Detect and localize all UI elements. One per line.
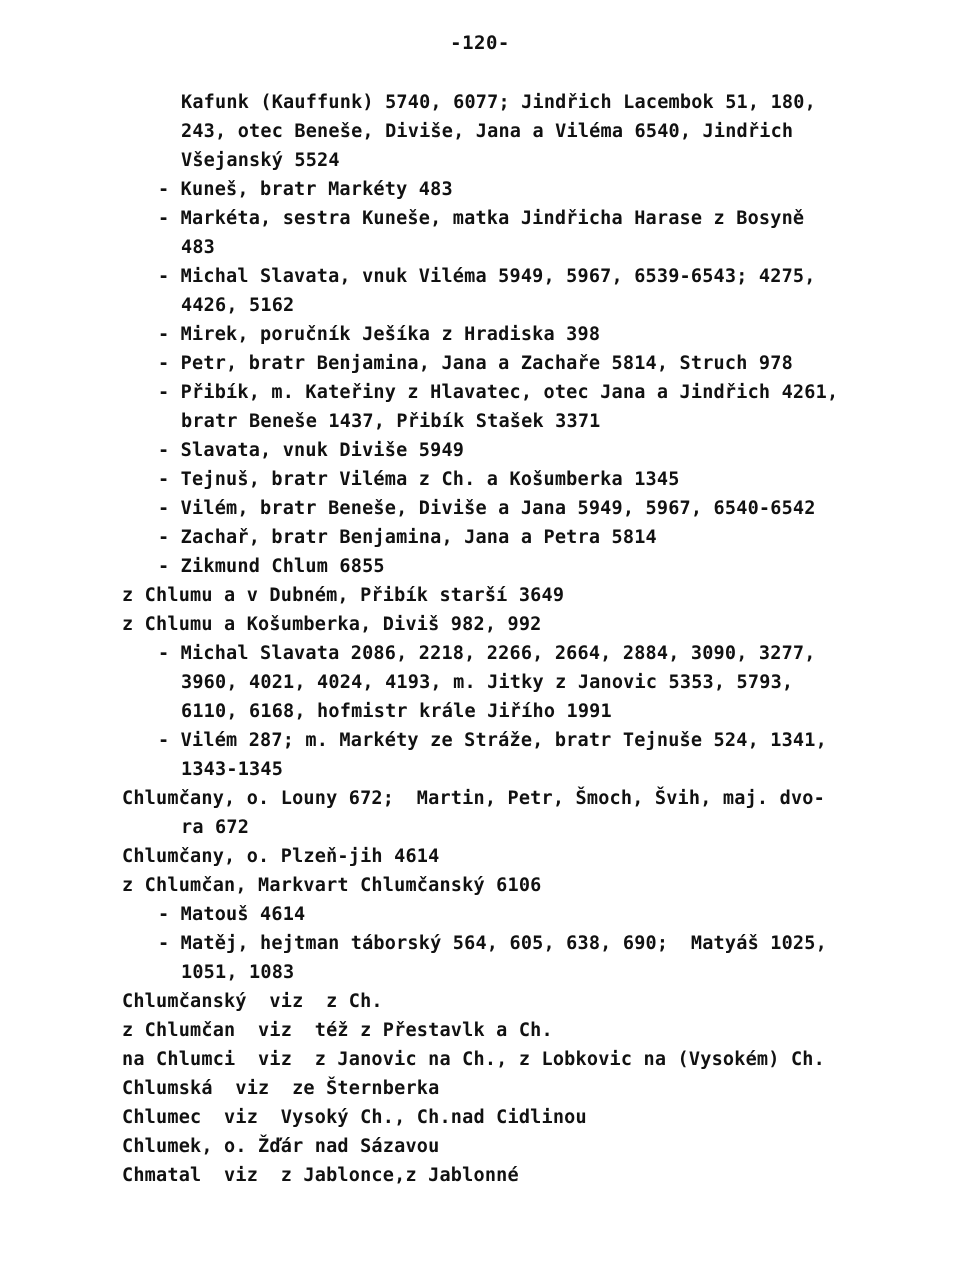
index-entry: z Chlumčan viz též z Přestavlk a Ch. <box>122 1020 553 1041</box>
index-subentry: ra 672 <box>181 817 250 838</box>
index-entry: na Chlumci viz z Janovic na Ch., z Lobkovic na (Vysokém) Ch. <box>122 1049 825 1070</box>
index-subentry: - Vilém 287; m. Markéty ze Stráže, bratr Tejnuše 524, 1341, <box>158 730 827 751</box>
index-entry: Chlumčanský viz z Ch. <box>122 991 383 1012</box>
index-subentry: 3960, 4021, 4024, 4193, m. Jitky z Janovic 5353, 5793, <box>181 672 794 693</box>
index-subentry: - Vilém, bratr Beneše, Diviše a Jana 5949, 5967, 6540-6542 <box>158 498 816 519</box>
index-entry: Chlumčany, o. Louny 672; Martin, Petr, Šmoch, Švih, maj. dvo- <box>122 788 825 809</box>
index-subentry: 483 <box>181 237 216 258</box>
index-subentry: bratr Beneše 1437, Přibík Stašek 3371 <box>181 411 601 432</box>
index-entry: z Chlumu a v Dubném, Přibík starší 3649 <box>122 585 565 606</box>
index-subentry: - Matouš 4614 <box>158 904 306 925</box>
index-subentry: - Tejnuš, bratr Viléma z Ch. a Košumberka 1345 <box>158 469 680 490</box>
index-subentry: - Kuneš, bratr Markéty 483 <box>158 179 453 200</box>
index-subentry: Kafunk (Kauffunk) 5740, 6077; Jindřich Lacembok 51, 180, <box>181 92 816 113</box>
index-entry: Chlumčany, o. Plzeň-jih 4614 <box>122 846 440 867</box>
index-subentry: - Zachař, bratr Benjamina, Jana a Petra 5814 <box>158 527 657 548</box>
page-number: -120- <box>450 32 510 54</box>
index-subentry: - Mirek, poručník Ješíka z Hradiska 398 <box>158 324 601 345</box>
index-entry: z Chlumčan, Markvart Chlumčanský 6106 <box>122 875 542 896</box>
index-subentry: 243, otec Beneše, Diviše, Jana a Viléma 6540, Jindřich <box>181 121 794 142</box>
index-subentry: 6110, 6168, hofmistr krále Jiřího 1991 <box>181 701 612 722</box>
index-subentry: - Markéta, sestra Kuneše, matka Jindřicha Harase z Bosyně <box>158 208 805 229</box>
index-entry: Chmatal viz z Jablonce,z Jablonné <box>122 1165 519 1186</box>
index-subentry: 1051, 1083 <box>181 962 295 983</box>
index-subentry: Všejanský 5524 <box>181 150 340 171</box>
index-subentry: - Matěj, hejtman táborský 564, 605, 638, 690; Matyáš 1025, <box>158 933 827 954</box>
index-subentry: - Slavata, vnuk Diviše 5949 <box>158 440 465 461</box>
index-entry: z Chlumu a Košumberka, Diviš 982, 992 <box>122 614 542 635</box>
index-entry: Chlumek, o. Žďár nad Sázavou <box>122 1136 440 1157</box>
index-entries <box>122 88 882 1190</box>
index-subentry: - Michal Slavata 2086, 2218, 2266, 2664, 2884, 3090, 3277, <box>158 643 816 664</box>
index-subentry: - Přibík, m. Kateřiny z Hlavatec, otec Jana a Jindřich 4261, <box>158 382 839 403</box>
index-subentry: - Petr, bratr Benjamina, Jana a Zachaře 5814, Struch 978 <box>158 353 793 374</box>
index-subentry: 1343-1345 <box>181 759 284 780</box>
index-entry: Chlumec viz Vysoký Ch., Ch.nad Cidlinou <box>122 1107 587 1128</box>
index-subentry: - Michal Slavata, vnuk Viléma 5949, 5967, 6539-6543; 4275, <box>158 266 816 287</box>
index-subentry: 4426, 5162 <box>181 295 295 316</box>
index-entry: Chlumská viz ze Šternberka <box>122 1078 440 1099</box>
index-subentry: - Zikmund Chlum 6855 <box>158 556 385 577</box>
